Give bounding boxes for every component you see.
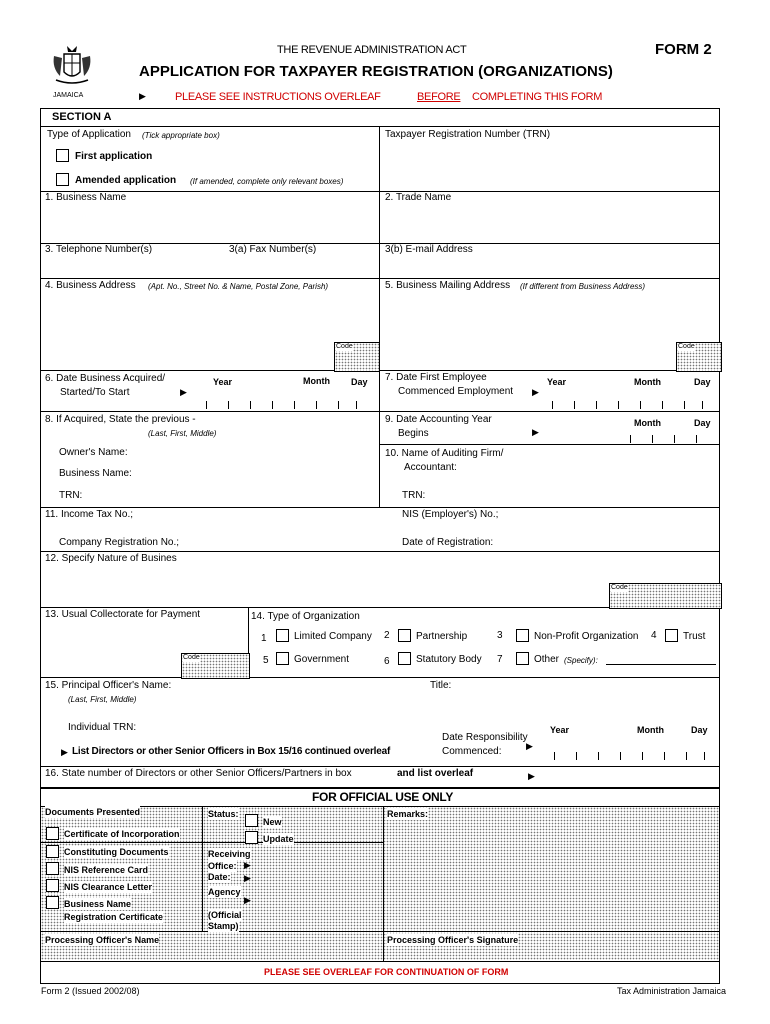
doc-item-label: Business Name <box>64 899 132 909</box>
play-arrow-icon: ▶ <box>244 860 251 870</box>
state-number-label-2: and list overleaf <box>397 768 474 779</box>
mailing-address-field[interactable] <box>385 294 670 366</box>
play-arrow-icon: ▶ <box>532 387 539 397</box>
income-tax-field[interactable] <box>145 508 375 522</box>
agency-name: Tax Administration Jamaica <box>617 986 727 996</box>
state-number-label: 16. State number of Directors or other Senior Officers/Partners in box <box>45 768 352 779</box>
receiving-label: Receiving <box>208 849 251 859</box>
jamaica-crest-icon <box>50 44 94 90</box>
trust-checkbox[interactable] <box>665 629 678 642</box>
day-header: Day <box>694 377 711 387</box>
non-profit-label: Non-Profit Organization <box>534 631 639 642</box>
title-label: Title: <box>430 680 452 691</box>
business-name-label: 1. Business Name <box>45 192 127 203</box>
collectorate-code-box[interactable]: Code <box>181 653 250 679</box>
nis-number-field[interactable] <box>510 508 715 522</box>
play-arrow-icon: ▶ <box>244 873 251 883</box>
first-employee-label: 7. Date First Employee <box>385 372 487 383</box>
accounting-year-label: 9. Date Accounting Year <box>385 414 492 425</box>
doc-item-label: Registration Certificate <box>64 912 164 922</box>
officer-signature-field[interactable] <box>387 946 715 959</box>
previous-business-name-field[interactable] <box>140 466 375 480</box>
org-option-num: 2 <box>384 630 390 641</box>
trn-label: Taxpayer Registration Number (TRN) <box>385 129 551 140</box>
amended-application-hint: (If amended, complete only relevant boxes) <box>190 177 344 186</box>
individual-trn-field[interactable] <box>145 721 425 735</box>
remarks-label: Remarks: <box>387 809 429 819</box>
month-header: Month <box>634 418 661 428</box>
auditor-field[interactable] <box>465 460 715 484</box>
principal-officer-field[interactable] <box>190 679 420 693</box>
mailing-address-code-box[interactable]: Code <box>676 342 722 372</box>
directors-note: List Directors or other Senior Officers in Box 15/16 continued overleaf <box>72 746 391 757</box>
business-address-field[interactable] <box>45 294 330 366</box>
constituting-documents-checkbox[interactable] <box>46 845 59 858</box>
org-type-label: 14. Type of Organization <box>251 611 360 622</box>
instructions-note: PLEASE SEE INSTRUCTIONS OVERLEAF <box>175 91 381 103</box>
doc-item-label: NIS Clearance Letter <box>64 882 153 892</box>
principal-officer-hint: (Last, First, Middle) <box>68 695 137 704</box>
business-name-reg-checkbox[interactable] <box>46 896 59 909</box>
company-registration-label: Company Registration No.; <box>59 537 180 548</box>
date-of-registration-field[interactable] <box>505 535 715 549</box>
certificate-incorporation-checkbox[interactable] <box>46 827 59 840</box>
play-arrow-icon: ▶ <box>526 741 533 751</box>
telephone-field[interactable] <box>45 257 225 276</box>
play-arrow-icon: ▶ <box>180 387 187 397</box>
email-field[interactable] <box>385 257 715 276</box>
individual-trn-label: Individual TRN: <box>68 722 137 733</box>
title-field[interactable] <box>460 679 715 693</box>
date-label: Date: <box>208 872 231 882</box>
receiving-office-label: Office: <box>208 861 237 871</box>
business-address-label: 4. Business Address <box>45 280 136 291</box>
accounting-year-label-2: Begins <box>398 428 429 439</box>
status-update-label: Update <box>263 834 294 844</box>
doc-item-label: Constituting Documents <box>64 847 169 857</box>
officer-name-label: Processing Officer's Name <box>45 935 160 945</box>
official-stamp-label-2: Stamp) <box>208 921 239 931</box>
responsibility-label-2: Commenced: <box>442 746 502 757</box>
crest-caption: JAMAICA <box>53 92 84 99</box>
non-profit-checkbox[interactable] <box>516 629 529 642</box>
type-of-application-hint: (Tick appropriate box) <box>142 131 220 140</box>
nis-clearance-checkbox[interactable] <box>46 879 59 892</box>
status-label: Status: <box>208 809 239 819</box>
government-checkbox[interactable] <box>276 652 289 665</box>
date-acquired-field[interactable] <box>196 396 376 411</box>
other-checkbox[interactable] <box>516 652 529 665</box>
org-option-num: 3 <box>497 630 503 641</box>
email-label: 3(b) E-mail Address <box>385 244 473 255</box>
instructions-before: BEFORE <box>417 91 461 103</box>
org-option-num: 1 <box>261 633 267 644</box>
first-application-checkbox[interactable] <box>56 149 69 162</box>
day-header: Day <box>351 377 368 387</box>
amended-application-checkbox[interactable] <box>56 173 69 186</box>
collectorate-label: 13. Usual Collectorate for Payment <box>45 609 201 620</box>
month-header: Month <box>637 725 664 735</box>
statutory-body-checkbox[interactable] <box>398 652 411 665</box>
nis-number-label: NIS (Employer's) No.; <box>402 509 499 520</box>
play-arrow-icon: ▶ <box>139 91 146 101</box>
day-header: Day <box>691 725 708 735</box>
income-tax-label: 11. Income Tax No.; <box>45 509 134 520</box>
previous-owner-hint: (Last, First, Middle) <box>148 429 217 438</box>
agency-label: Agency <box>208 887 241 897</box>
status-new-label: New <box>263 817 282 827</box>
telephone-label: 3. Telephone Number(s) <box>45 244 153 255</box>
government-label: Government <box>294 654 350 665</box>
year-header: Year <box>547 377 567 387</box>
officer-signature-label: Processing Officer's Signature <box>387 935 519 945</box>
directors-count-field[interactable] <box>540 768 715 784</box>
trade-name-field[interactable] <box>385 206 715 240</box>
nature-of-business-field[interactable] <box>45 567 605 605</box>
auditor-label: 10. Name of Auditing Firm/ <box>385 448 504 459</box>
org-option-num: 7 <box>497 654 503 665</box>
previous-business-name-label: Business Name: <box>59 468 132 479</box>
statutory-body-label: Statutory Body <box>416 654 482 665</box>
trn-field[interactable] <box>385 143 715 188</box>
fax-label: 3(a) Fax Number(s) <box>229 244 317 255</box>
auditor-trn-field[interactable] <box>430 488 715 502</box>
status-update-checkbox[interactable] <box>245 831 258 844</box>
trade-name-label: 2. Trade Name <box>385 192 452 203</box>
form-issue: Form 2 (Issued 2002/08) <box>41 986 140 996</box>
owners-name-field[interactable] <box>135 445 375 459</box>
mailing-address-label: 5. Business Mailing Address <box>385 280 511 291</box>
status-new-checkbox[interactable] <box>245 814 258 827</box>
other-hint: (Specify): <box>564 656 598 665</box>
org-option-num: 4 <box>651 630 657 641</box>
mailing-address-hint: (If different from Business Address) <box>520 282 646 291</box>
month-header: Month <box>634 377 661 387</box>
responsibility-date-field[interactable] <box>540 748 718 763</box>
play-arrow-icon: ▶ <box>528 771 535 781</box>
act-title: THE REVENUE ADMINISTRATION ACT <box>277 44 467 56</box>
year-header: Year <box>550 725 570 735</box>
owners-name-label: Owner's Name: <box>59 447 128 458</box>
previous-owner-label: 8. If Acquired, State the previous - <box>45 414 196 425</box>
play-arrow-icon: ▶ <box>244 895 251 905</box>
remarks-field[interactable] <box>387 822 715 927</box>
nis-reference-checkbox[interactable] <box>46 862 59 875</box>
responsibility-label: Date Responsibility <box>442 732 528 743</box>
doc-item-label: NIS Reference Card <box>64 865 149 875</box>
section-a-title: SECTION A <box>52 111 112 123</box>
accounting-year-field[interactable] <box>620 428 718 443</box>
trust-label: Trust <box>683 631 706 642</box>
company-registration-field[interactable] <box>190 535 375 549</box>
date-acquired-label-2: Started/To Start <box>60 387 130 398</box>
officer-name-field[interactable] <box>45 946 379 959</box>
other-label: Other <box>534 654 560 665</box>
principal-officer-label: 15. Principal Officer's Name: <box>45 680 172 691</box>
limited-company-checkbox[interactable] <box>276 629 289 642</box>
date-acquired-label: 6. Date Business Acquired/ <box>45 373 166 384</box>
continuation-note: PLEASE SEE OVERLEAF FOR CONTINUATION OF FORM <box>264 967 509 977</box>
nature-code-box[interactable]: Code <box>609 583 722 609</box>
business-name-field[interactable] <box>45 206 375 240</box>
date-of-registration-label: Date of Registration: <box>402 537 494 548</box>
official-stamp-label: (Official <box>208 910 242 920</box>
play-arrow-icon: ▶ <box>61 747 68 757</box>
documents-presented-label: Documents Presented <box>45 807 141 817</box>
nature-of-business-label: 12. Specify Nature of Busines <box>45 553 177 564</box>
business-address-code-box[interactable]: Code <box>334 342 380 372</box>
auditor-trn-label: TRN: <box>402 490 426 501</box>
instructions-completing: COMPLETING THIS FORM <box>472 91 603 103</box>
previous-trn-label: TRN: <box>59 490 83 501</box>
auditor-label-2: Accountant: <box>404 462 457 473</box>
business-address-hint: (Apt. No., Street No. & Name, Postal Zone, Parish) <box>148 282 329 291</box>
doc-item-label: Certificate of Incorporation <box>64 829 180 839</box>
first-application-label: First application <box>75 151 153 162</box>
fax-field[interactable] <box>229 257 375 276</box>
form-title: APPLICATION FOR TAXPAYER REGISTRATION (ORGANIZATIONS) <box>139 63 613 80</box>
type-of-application-label: Type of Application <box>47 129 131 140</box>
amended-application-label: Amended application <box>75 175 177 186</box>
official-use-title: FOR OFFICIAL USE ONLY <box>312 790 454 804</box>
partnership-checkbox[interactable] <box>398 629 411 642</box>
org-option-num: 5 <box>263 655 269 666</box>
org-option-num: 6 <box>384 656 390 667</box>
previous-trn-field[interactable] <box>90 488 375 502</box>
partnership-label: Partnership <box>416 631 468 642</box>
month-header: Month <box>303 376 330 386</box>
other-specify-field[interactable] <box>606 664 716 665</box>
form-number: FORM 2 <box>655 41 712 58</box>
day-header: Day <box>694 418 711 428</box>
limited-company-label: Limited Company <box>294 631 372 642</box>
year-header: Year <box>213 377 233 387</box>
first-employee-date-field[interactable] <box>540 396 718 411</box>
play-arrow-icon: ▶ <box>532 427 539 437</box>
first-employee-label-2: Commenced Employment <box>398 386 514 397</box>
